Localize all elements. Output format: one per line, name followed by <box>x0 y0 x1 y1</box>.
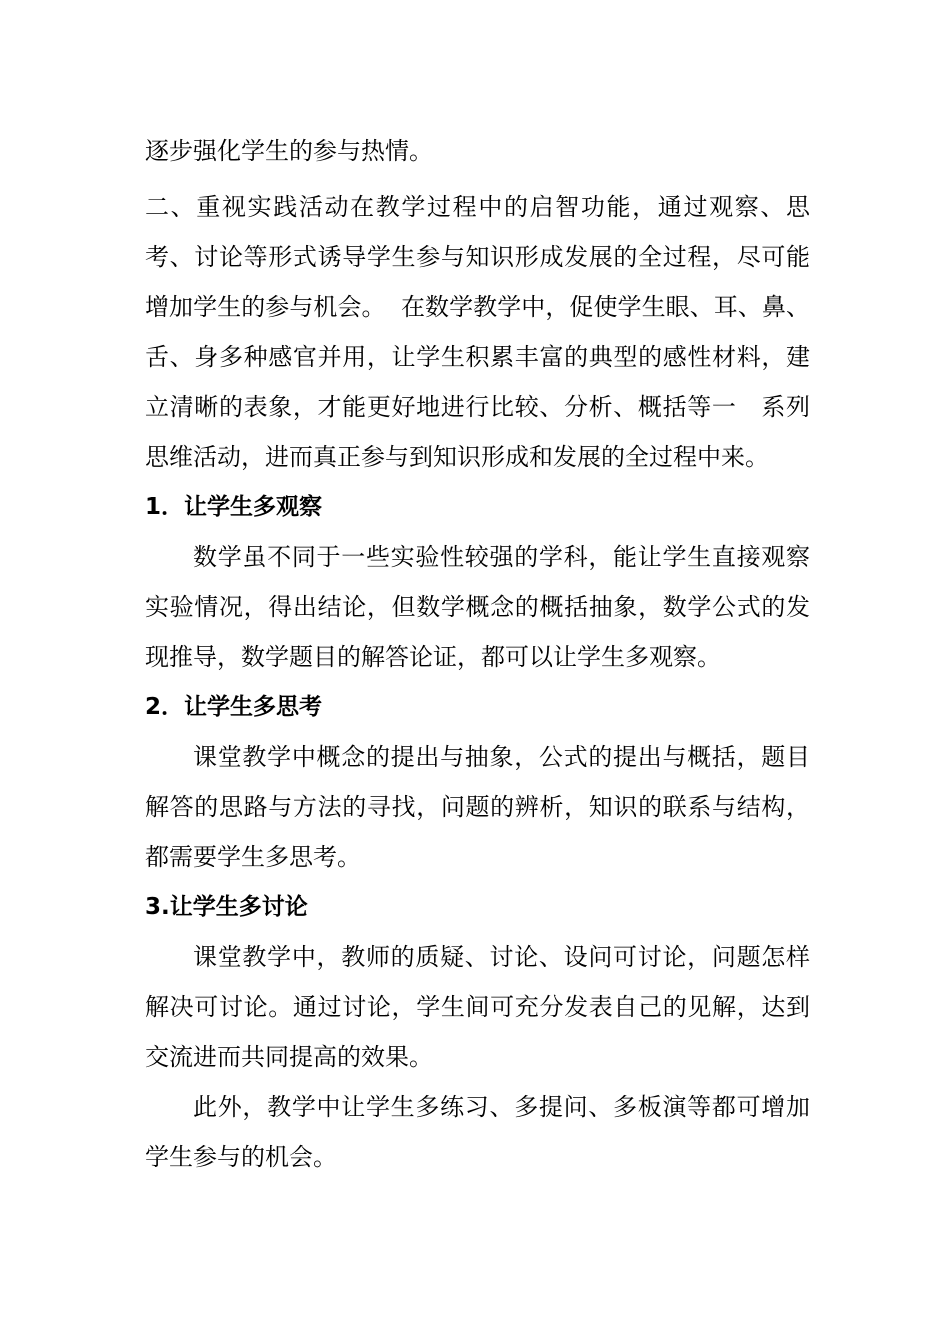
document-body <box>145 126 810 1182</box>
paragraph-think: 课堂教学中概念的提出与抽象，公式的提出与概括，题目解答的思路与方法的寻找，问题的辨析，知识的联系与结构，都需要学生多思考。 <box>145 743 810 871</box>
heading-discuss: 3.让学生多讨论 <box>145 894 308 920</box>
paragraph-other: 此外，教学中让学生多练习、多提问、多板演等都可增加学生参与的机会。 <box>145 1093 810 1171</box>
paragraph-section-two: 二、重视实践活动在教学过程中的启智功能，通过观察、思考、讨论等形式诱导学生参与知识形成发展的全过程，尽可能增加学生的参与机会。 在数学教学中，促使学生眼、耳、鼻、舌、身多种感官并用，让学生积累丰富的典型的感性材料，建立清晰的表象，才能更好地进行比较、分析、概括等一 系列思维活动，进而真正参与到知识形成和发展的全过程中来。 <box>145 193 810 471</box>
paragraph-observe: 数学虽不同于一些实验性较强的学科，能让学生直接观察实验情况，得出结论，但数学概念的概括抽象，数学公式的发现推导，数学题目的解答论证，都可以让学生多观察。 <box>145 543 810 671</box>
paragraph-continuation: 逐步强化学生的参与热情。 <box>145 137 433 165</box>
heading-think: 2．让学生多思考 <box>145 694 323 720</box>
heading-observe: 1．让学生多观察 <box>145 494 323 520</box>
paragraph-discuss: 课堂教学中，教师的质疑、讨论、设问可讨论，问题怎样解决可讨论。通过讨论，学生间可充分发表自己的见解，达到交流进而共同提高的效果。 <box>145 943 810 1071</box>
